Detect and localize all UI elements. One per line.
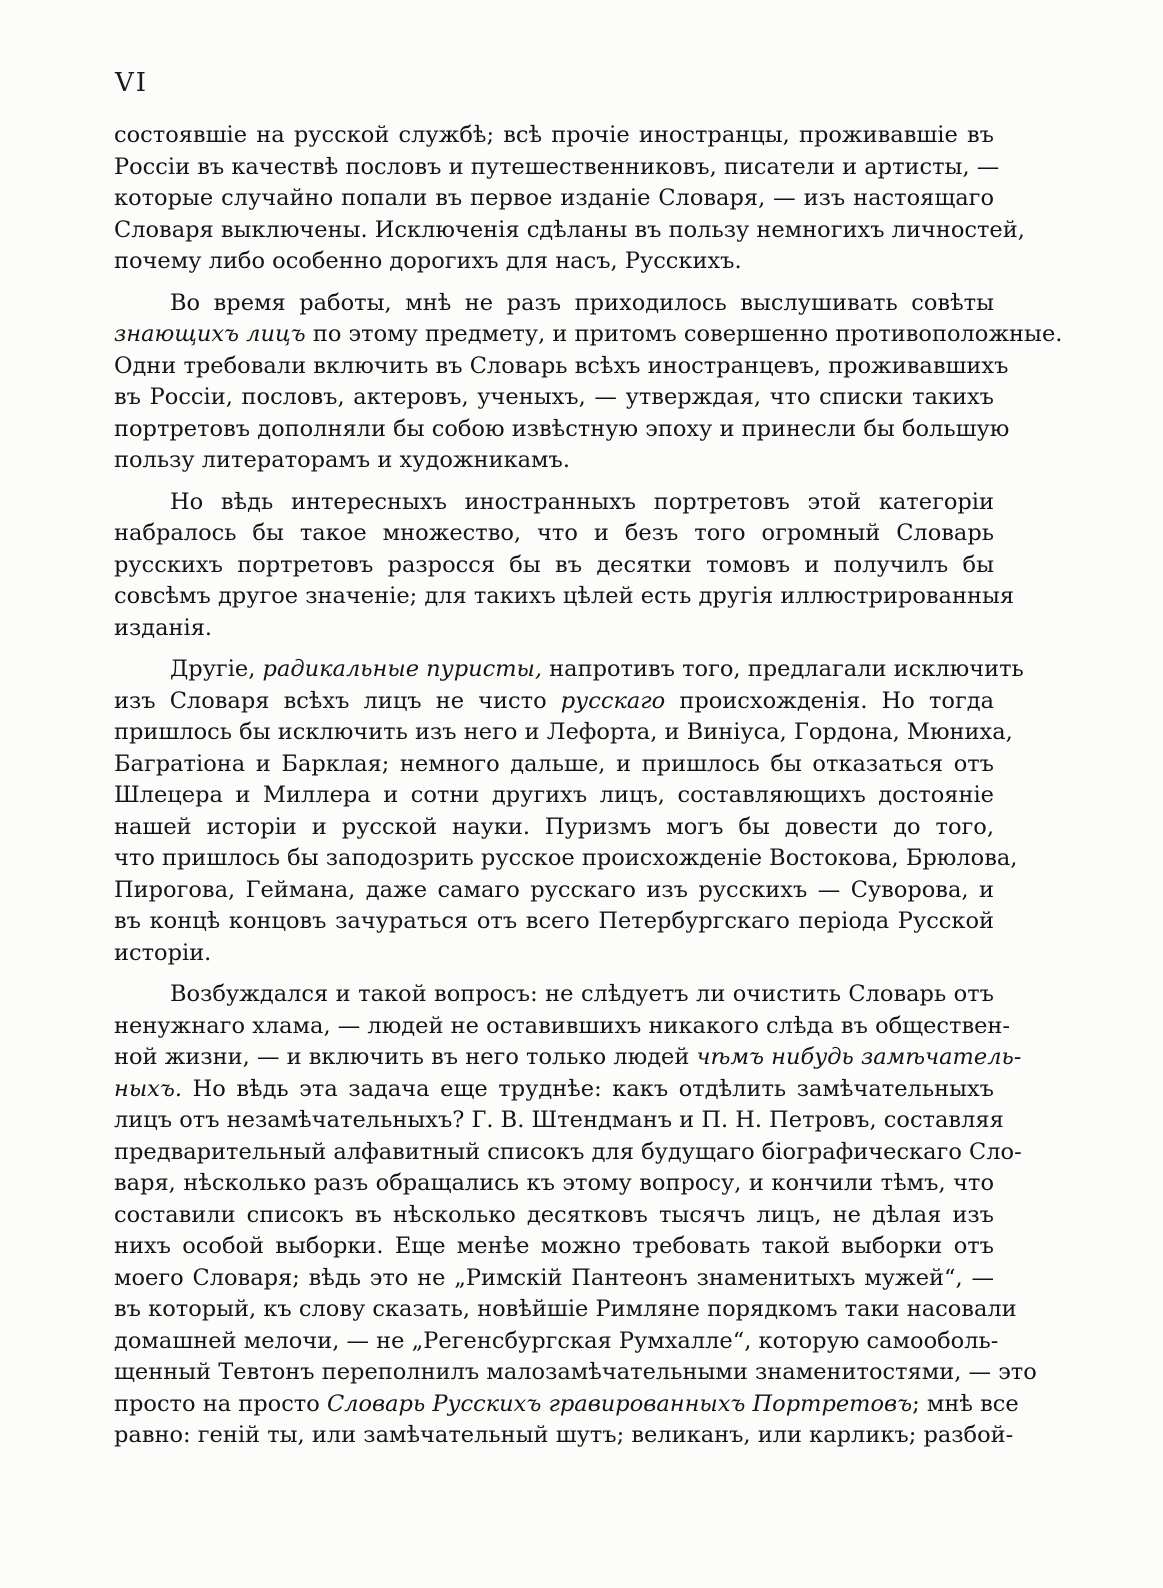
text-line: нихъ особой выборки. Еще менѣе можно требовать такой выборки отъ (114, 1233, 994, 1259)
italic-phrase: радикальные пуристы, (262, 656, 543, 682)
text-line: въ Россіи, пословъ, актеровъ, ученыхъ, — утверждая, что списки такихъ (114, 384, 994, 410)
page-number: VI (115, 68, 149, 98)
text-line: которые случайно попали въ первое изданіе Словаря, — изъ настоящаго (114, 185, 994, 211)
italic-phrase: Словарь Русскихъ гравированныхъ Портретовъ (326, 1390, 913, 1417)
italic-phrase: знающихъ лицъ (114, 321, 306, 347)
paragraph-1 (114, 120, 1025, 278)
text-line: Одни требовали включить въ Словарь всѣхъ иностранцевъ, проживавшихъ (114, 352, 1009, 379)
text-line: что пришлось бы заподозрить русское происхожденіе Востокова, Брюлова, (114, 845, 1018, 871)
text-line: составили списокъ въ нѣсколько десятковъ тысячъ лицъ, не дѣлая изъ (114, 1201, 994, 1228)
text-line: Багратіона и Барклая; немного дальше, и пришлось бы отказаться отъ (114, 750, 994, 777)
text-line: изданія. (114, 614, 213, 641)
text-line: пришлось бы исключить изъ него и Лефорта, и Виніуса, Гордона, Мюниха, (114, 719, 1013, 745)
text-line: Шлецера и Миллера и сотни другихъ лицъ, составляющихъ достояніе (114, 782, 994, 808)
text-segment: Другіе, (170, 656, 263, 682)
text-line: Во время работы, мнѣ не разъ приходилось выслушивать совѣты (170, 289, 994, 316)
text-line: Словаря выключены. Исключенія сдѣланы въ пользу немногихъ личностей, (114, 216, 1025, 243)
text-segment: изъ Словаря всѣхъ лицъ не чисто (114, 687, 561, 714)
text-line: варя, нѣсколько разъ обращались къ этому вопросу, и кончили тѣмъ, что (114, 1170, 994, 1196)
paragraph-2 (114, 288, 1063, 477)
text-line: портретовъ дополняли бы собою извѣстную эпоху и принесли бы большую (114, 415, 1010, 442)
text-segment: просто на просто (114, 1390, 327, 1417)
text-segment: Но вѣдь эта задача еще труднѣе: какъ отдѣлить замѣчательныхъ (181, 1075, 994, 1102)
text-line: Россіи въ качествѣ пословъ и путешественниковъ, писатели и артисты, — (114, 153, 1000, 180)
text-line: ненужнаго хлама, — людей не оставившихъ никакого слѣда въ обществен- (114, 1012, 1011, 1039)
text-line: въ который, къ слову сказать, новѣйшіе Римляне порядкомъ таки насовали (114, 1296, 1017, 1322)
text-line (114, 686, 994, 718)
text-segment: по этому предмету, и притомъ совершенно противоположные. (305, 321, 1063, 347)
text-line: совсѣмъ другое значеніе; для такихъ цѣлей есть другія иллюстрированныя (114, 583, 1015, 609)
text-line (114, 319, 1063, 351)
text-line: Но вѣдь интересныхъ иностранныхъ портретовъ этой категоріи (170, 488, 994, 515)
text-segment: ; мнѣ все (912, 1390, 1019, 1417)
text-line: пользу литераторамъ и художникамъ. (114, 447, 571, 473)
italic-phrase: ныхъ. (114, 1075, 182, 1102)
paragraph-5 (114, 979, 1037, 1452)
body-text (114, 120, 1063, 1452)
text-line (114, 1074, 994, 1106)
paragraph-3 (114, 487, 1015, 645)
text-segment: напротивъ того, предлагали исключить (542, 656, 1024, 682)
text-line: набралось бы такое множество, что и безъ того огромный Словарь (114, 520, 994, 546)
text-segment: ной жизни, — и включить въ него только людей (114, 1044, 697, 1070)
text-line: нашей исторіи и русской науки. Пуризмъ могъ бы довести до того, (114, 813, 994, 840)
text-line: моего Словаря; вѣдь это не „Римскій Пантеонъ знаменитыхъ мужей“, — (114, 1264, 994, 1291)
text-line (114, 654, 1024, 686)
text-line: лицъ отъ незамѣчательныхъ? Г. В. Штендманъ и П. Н. Петровъ, составляя (114, 1107, 1004, 1133)
text-line: домашней мелочи, — не „Регенсбургская Румхалле“, которую самооболь- (114, 1327, 999, 1354)
text-line: Возбуждался и такой вопросъ: не слѣдуетъ ли очистить Словарь отъ (170, 981, 994, 1007)
text-line: почему либо особенно дорогихъ для насъ, Русскихъ. (114, 248, 742, 274)
text-line: Пирогова, Геймана, даже самаго русскаго изъ русскихъ — Суворова, и (114, 876, 994, 903)
italic-phrase: русскаго (560, 687, 666, 714)
text-line: русскихъ портретовъ разросся бы въ десятки томовъ и получилъ бы (114, 551, 994, 578)
text-line: щенный Тевтонъ переполнилъ малозамѣчательными знаменитостями, — это (114, 1359, 1037, 1385)
italic-phrase: чѣмъ нибудь замѣчатель- (696, 1044, 1022, 1070)
text-line: состоявшіе на русской службѣ; всѣ прочіе иностранцы, проживавшіе въ (114, 122, 994, 148)
text-segment: происхожденія. Но тогда (665, 687, 994, 714)
text-line: въ концѣ концовъ зачураться отъ всего Петербургскаго періода Русской (114, 908, 994, 934)
text-line: предварительный алфавитный списокъ для будущаго біографическаго Сло- (114, 1138, 1022, 1165)
text-line (114, 1389, 1019, 1421)
text-line (114, 1042, 1022, 1074)
text-line: исторіи. (114, 939, 212, 966)
text-line: равно: геній ты, или замѣчательный шутъ; великанъ, или карликъ; разбой- (114, 1422, 1014, 1448)
paragraph-4 (114, 654, 1024, 969)
